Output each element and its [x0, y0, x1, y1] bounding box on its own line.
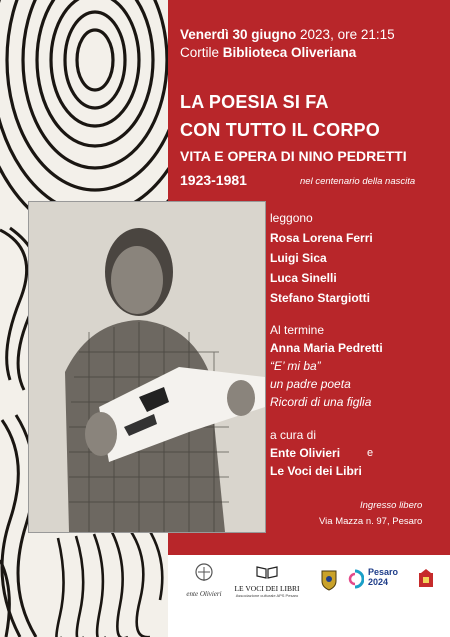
ente-olivieri-label: ente Olivieri	[186, 590, 222, 598]
reader-name: Stefano Stargiotti	[270, 291, 371, 305]
comune-crest-logo	[320, 569, 340, 596]
closing-work: “E’ mi ba”	[270, 359, 321, 373]
pesaro-mark-icon	[346, 569, 364, 589]
voci-dei-libri-logo	[228, 565, 306, 598]
centenary-note: nel centenario della nascita	[300, 176, 416, 187]
entry-address: Via Mazza n. 97, Pesaro	[319, 516, 423, 527]
closing-intro: Al termine	[270, 323, 325, 337]
event-place-name: Biblioteca Oliveriana	[222, 45, 357, 60]
subtitle: VITA E OPERA DI NINO PEDRETTI	[180, 148, 407, 164]
pesaro-label: Pesaro	[368, 567, 399, 577]
years: 1923-1981	[180, 172, 247, 188]
curated-intro: a cura di	[270, 428, 317, 442]
book-icon	[255, 565, 279, 579]
sponsor-logos	[168, 555, 450, 637]
event-place	[180, 45, 356, 60]
portrait-photo	[28, 201, 266, 533]
reader-name: Luca Sinelli	[270, 271, 337, 285]
curated-org-2: Le Voci dei Libri	[270, 464, 362, 478]
voci-dei-libri-label: LE VOCI DEI LIBRI	[234, 584, 300, 593]
regione-logo	[418, 569, 436, 594]
entry-free: Ingresso libero	[360, 500, 423, 511]
event-place-prefix: Cortile	[180, 45, 223, 60]
regional-emblem-icon	[418, 569, 434, 589]
olive-tree-icon	[189, 563, 219, 585]
ente-olivieri-logo	[186, 563, 222, 598]
closing-line-2: Ricordi di una figlia	[270, 395, 372, 409]
title-line-1: LA POESIA SI FA	[180, 92, 329, 112]
event-date-day: Venerdì 30 giugno	[180, 27, 297, 42]
title-line-2: CON TUTTO IL CORPO	[180, 120, 380, 140]
event-date	[180, 27, 395, 42]
crest-icon	[320, 569, 338, 591]
reader-name: Rosa Lorena Ferri	[270, 231, 373, 245]
readers-intro: leggono	[270, 211, 313, 225]
voci-dei-libri-sub: Associazione culturale APS Pesaro	[235, 593, 299, 598]
curated-org-1: Ente Olivieri	[270, 446, 341, 460]
reader-name: Luigi Sica	[270, 251, 327, 265]
closing-name: Anna Maria Pedretti	[270, 341, 383, 355]
pesaro-year: 2024	[368, 577, 389, 587]
closing-line-1: un padre poeta	[270, 377, 351, 391]
curated-and: e	[367, 447, 374, 459]
event-date-time: 2023, ore 21:15	[296, 27, 395, 42]
